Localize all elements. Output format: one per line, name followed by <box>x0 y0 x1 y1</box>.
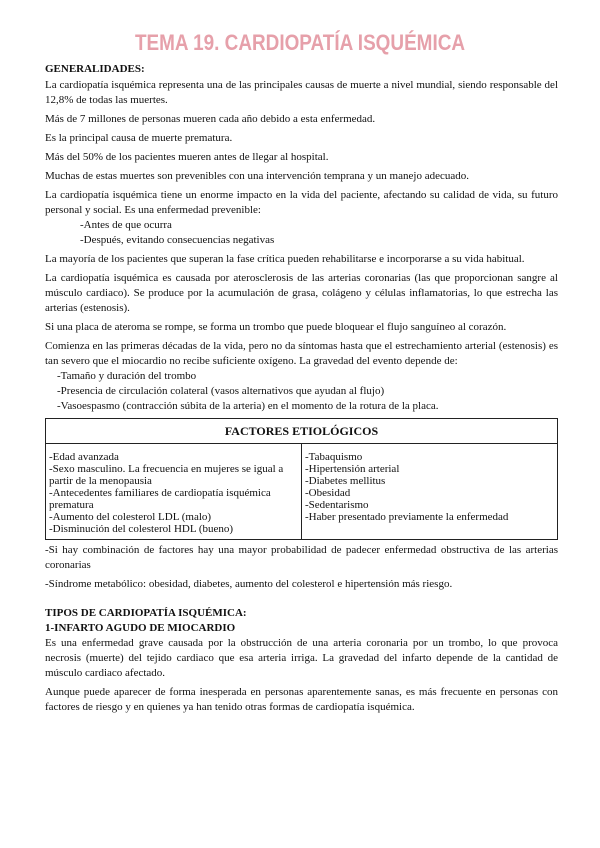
severity-list <box>45 369 558 414</box>
factor-item: -Disminución del colesterol HDL (bueno) <box>49 523 234 535</box>
paragraph: Aunque puede aparecer de forma inesperada en personas aparentemente sanas, es más frecuente en personas con factores de riesgo y en quienes ya han tenido otras formas de cardiopatía isquémica. <box>45 686 558 713</box>
prevention-list <box>45 218 558 248</box>
list-item: -Presencia de circulación colateral (vasos alternativos que ayudan al flujo) <box>57 385 385 397</box>
factor-item: -Edad avanzada <box>49 451 119 463</box>
factor-item: -Antecedentes familiares de cardiopatía isquémica prematura <box>49 487 271 511</box>
paragraph: Si una placa de ateroma se rompe, se forma un trombo que puede bloquear el flujo sanguíneo al corazón. <box>45 321 507 333</box>
paragraph: La cardiopatía isquémica es causada por aterosclerosis de las arterias coronarias (las que proporcionan sangre al músculo cardiaco). Se produce por la acumulación de grasa, colágeno y células inflamatorias, lo que estrecha las arterias (estenosis). <box>45 272 558 314</box>
list-item: -Tamaño y duración del trombo <box>57 370 197 382</box>
spacer <box>45 596 558 606</box>
factor-item: -Diabetes mellitus <box>305 475 386 487</box>
section-heading-tipos: TIPOS DE CARDIOPATÍA ISQUÉMICA: <box>45 607 247 619</box>
factor-item: -Obesidad <box>305 487 351 499</box>
paragraph: Es la principal causa de muerte prematura. <box>45 132 233 144</box>
factor-item: -Haber presentado previamente la enfermedad <box>305 511 509 523</box>
paragraph: Comienza en las primeras décadas de la vida, pero no da síntomas hasta que el estrechamiento arterial (estenosis) es tan severo que el miocardio no recibe suficiente oxígeno. La gravedad del evento depende de: <box>45 340 558 367</box>
paragraph: La cardiopatía isquémica tiene un enorme impacto en la vida del paciente, afectando su calidad de vida, su futuro personal y social. Es una enfermedad prevenible: <box>45 189 558 216</box>
list-item: -Antes de que ocurra <box>80 219 172 231</box>
factor-item: -Sedentarismo <box>305 499 369 511</box>
paragraph: Es una enfermedad grave causada por la obstrucción de una arteria coronaria por un trombo, lo que provoca necrosis (muerte) del tejido cardiaco que esa arteria irriga. La gravedad del infarto depende de la cantidad de músculo cardiaco afectado. <box>45 637 558 679</box>
factor-item: -Sexo masculino. La frecuencia en mujeres se igual a partir de la menopausia <box>49 463 284 487</box>
factor-item: -Aumento del colesterol LDL (malo) <box>49 511 212 523</box>
factors-table-header: FACTORES ETIOLÓGICOS <box>46 419 558 444</box>
section-heading-generalidades: GENERALIDADES: <box>45 63 145 75</box>
factors-left-cell <box>46 444 302 540</box>
paragraph: Muchas de estas muertes son prevenibles con una intervención temprana y un manejo adecuado. <box>45 170 469 182</box>
list-item: -Vasoespasmo (contracción súbita de la arteria) en el momento de la rotura de la placa. <box>57 400 439 412</box>
paragraph: Más de 7 millones de personas mueren cada año debido a esta enfermedad. <box>45 113 376 125</box>
factors-right-cell <box>302 444 558 540</box>
paragraph: La cardiopatía isquémica representa una de las principales causas de muerte a nivel mundial, siendo responsable del 12,8% de todas las muertes. <box>45 79 558 106</box>
factor-item: -Hipertensión arterial <box>305 463 400 475</box>
page-title: TEMA 19. CARDIOPATÍA ISQUÉMICA <box>134 30 466 55</box>
paragraph: La mayoría de los pacientes que superan la fase crítica pueden rehabilitarse e incorporarse a su vida habitual. <box>45 253 525 265</box>
paragraph: Más del 50% de los pacientes mueren antes de llegar al hospital. <box>45 151 329 163</box>
paragraph: -Si hay combinación de factores hay una mayor probabilidad de padecer enfermedad obstructiva de las arterias coronarias <box>45 544 558 571</box>
paragraph: -Síndrome metabólico: obesidad, diabetes, aumento del colesterol e hipertensión más riesgo. <box>45 578 453 590</box>
document-body <box>45 62 558 719</box>
subsection-heading-infarto: 1-INFARTO AGUDO DE MIOCARDIO <box>45 622 236 634</box>
factor-item: -Tabaquismo <box>305 451 363 463</box>
list-item: -Después, evitando consecuencias negativas <box>80 234 275 246</box>
factors-table <box>45 418 558 540</box>
